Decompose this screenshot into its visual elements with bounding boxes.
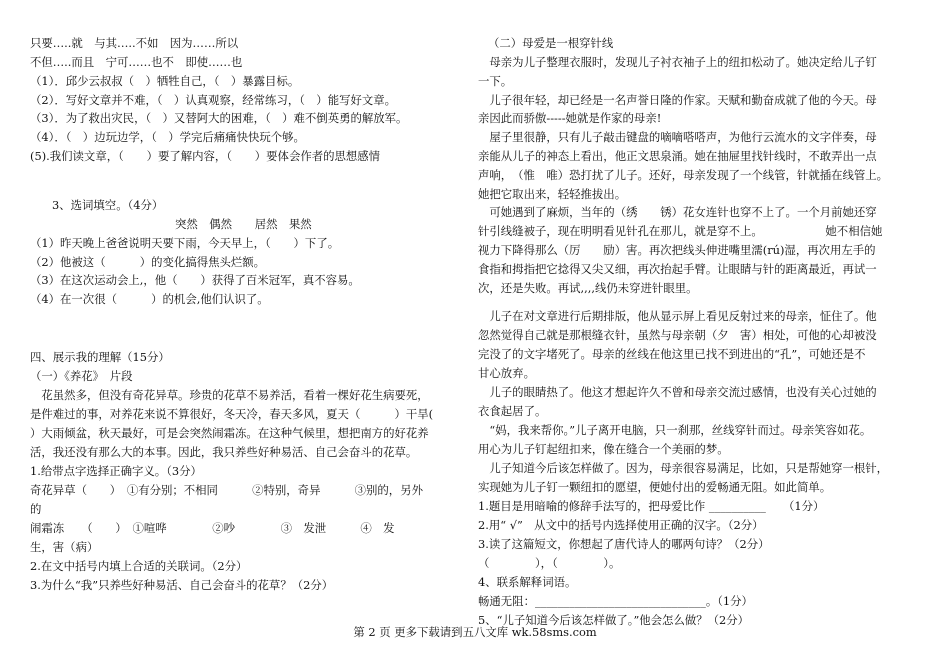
section4-title: 四、展示我的理解（15分） xyxy=(30,350,170,364)
conjunction-item-1: （1）．邱少云叔叔（ ）牺牲自己，（ ）暴露目标。 xyxy=(30,74,300,88)
question-line-5: 生，害（病） xyxy=(30,540,99,554)
section3-item-1: （1）昨天晚上爸爸说明天要下雨，今天早上，（ ）下了。 xyxy=(30,236,340,250)
right-question-5: 4、联系解释词语。 xyxy=(478,575,577,589)
section3-title: 3、选词填空。（4分） xyxy=(52,198,164,212)
conjunction-item-3: （3）．为了救出灾民，（ ）又替阿大的困难，（ ）难不倒英勇的解放军。 xyxy=(30,111,408,125)
story-line-19: 儿子的眼睛热了。他这才想起许久不曾和母亲交流过感情，也没有关心过她的 xyxy=(478,385,877,399)
page-footer: 第 2 页 更多下载请到五八文库 wk.58sms.com xyxy=(353,625,597,639)
story-line-4: 亲因此而骄傲-----她就是作家的母亲! xyxy=(478,111,662,125)
story-line-9: 可她遇到了麻烦，当年的（绣 锈）花女连针也穿不上了。一个月前她还穿 xyxy=(478,205,877,219)
story-line-8: 她把它取出来，轻轻推拔出。 xyxy=(478,187,627,201)
story-line-17: 完没了的文字堵死了。母亲的丝线在他这里已找不到进出的“孔”，可她还是不 xyxy=(478,347,866,361)
story-line-6: 亲能从儿子的神态上看出，他正文思泉涌。她在抽屉里找针线时，不敢弄出一点 xyxy=(478,149,877,163)
section3-options: 突然 偶然 居然 果然 xyxy=(175,217,312,231)
word-pairs-line-2: 不但…..而且 宁可……也不 即使……也 xyxy=(30,55,243,69)
section3-item-2: （2）他被这（ ）的变化搞得焦头烂额。 xyxy=(30,255,266,269)
right-question-1: 1.题目是用暗喻的修辞手法写的，把母爱比作 __________ （1分） xyxy=(478,499,825,513)
right-question-6: 畅通无阻：______________________________。（1分） xyxy=(478,594,753,608)
passage-line-3: ）大雨倾盆，秋天最好，可是会突然闹霜冻。在这种气候里，想把南方的好花养 xyxy=(30,426,429,440)
story-line-16: 忽然觉得自己就是那根缝衣针，虽然与母亲朝（夕 害）相处，可他的心却被没 xyxy=(478,328,877,342)
conjunction-item-2: （2）．写好文章并不难，（ ）认真观察，经常练习，（ ）能写好文章。 xyxy=(30,93,397,107)
story-line-15: 儿子在对文章进行后期排版，他从显示屏上看见反射过来的母亲，怔住了。他 xyxy=(478,309,877,323)
story-line-12: 食指和拇指把它捻得又尖又细，再次抬起手臂。让眼睛与针的距离最近，再试一 xyxy=(478,262,877,276)
right-question-4: （ ），（ ）。 xyxy=(478,556,621,570)
question-line-6: 2.在文中括号内填上合适的关联词。（2分） xyxy=(30,559,248,573)
passage-line-4: 活，我还没有那么大的本事。因此，我只养些好种易活、自己会奋斗的花草。 xyxy=(30,445,418,459)
right-question-3: 3.读了这篇短文，你想起了唐代诗人的哪两句诗？（2分） xyxy=(478,537,770,551)
story-line-3: 儿子很年轻，却已经是一名声誉日隆的作家。天赋和勤奋成就了他的今天。母 xyxy=(478,93,877,107)
story-line-1: 母亲为儿子整理衣服时，发现儿子衬衣袖子上的纽扣松动了。她决定给儿子钉 xyxy=(478,55,877,69)
conjunction-item-5: (5).我们读文章，（ ）要了解内容，（ ）要体会作者的思想感情 xyxy=(30,149,381,163)
section3-item-4: （4）在一次很（ ）的机会,他们认识了。 xyxy=(30,292,269,306)
story-line-5: 屋子里很静，只有儿子敲击键盘的嘀嘀嗒嗒声，为他行云流水的文字伴奏，母 xyxy=(478,130,877,144)
story-title: （二）母爱是一根穿针线 xyxy=(488,36,614,50)
story-line-11: 视力下降得那么（厉 励）害。再次把线头伸进嘴里濡(rú)湿，再次用左手的 xyxy=(478,243,876,257)
question-line-1: 1.给带点字选择正确字义。（3分） xyxy=(30,464,202,478)
right-question-2: 2.用“ √” 从文中的括号内选择使用正确的汉字。（2分） xyxy=(478,518,764,532)
story-line-22: 用心为儿子钉起纽扣来，像在缝合一个美丽的梦。 xyxy=(478,442,729,456)
right-question-7: 5、“儿子知道今后该怎样做了。”他会怎么做？（2分） xyxy=(478,613,750,627)
story-line-20: 衣食起居了。 xyxy=(478,404,547,418)
story-line-2: 一下。 xyxy=(478,74,513,88)
story-line-23: 儿子知道今后该怎样做了。因为，母亲很容易满足，比如，只是帮她穿一根针， xyxy=(478,461,889,475)
story-line-24: 实现她为儿子钉一颗纽扣的愿望，便她付出的爱畅通无阻。如此简单。 xyxy=(478,480,832,494)
question-line-7: 3.为什么“我”只养些好种易活、自己会奋斗的花草？（2分） xyxy=(30,578,334,592)
question-line-2: 奇花异草（ ） ①有分别；不相同 ②特别，奇异 ③别的，另外 xyxy=(30,483,423,497)
section3-item-3: （3）在这次运动会上,，他（ ）获得了百米冠军，真不容易。 xyxy=(30,273,360,287)
question-line-3: 的 xyxy=(30,502,42,516)
conjunction-item-4: （4）．（ ）边玩边学，（ ）学完后痛痛快快玩个够。 xyxy=(30,130,305,144)
word-pairs-line-1: 只要…..就 与其…..不如 因为……所以 xyxy=(30,36,239,50)
story-line-10: 针引线缝被子，现在明明看见针孔在那儿，就是穿不上。 她不相信她 xyxy=(478,224,883,238)
story-line-21: “妈，我来帮你。”儿子离开电脑，只一刹那，丝线穿针而过。母亲笑容如花。 xyxy=(478,423,872,437)
passage-line-2: 是件难过的事，对养花来说不算很好，冬天冷，春天多风，夏天（ ）干旱( xyxy=(30,407,434,421)
story-line-7: 声响， （惟 唯）恐打扰了儿子。还好，母亲发现了一个线管，针就插在线管上。 xyxy=(478,168,889,182)
question-line-4: 闹霜冻 （ ） ①喧哗 ②吵 ③ 发泄 ④ 发 xyxy=(30,521,395,535)
passage-line-1: 花虽然多，但没有奇花异草。珍贵的花草不易养活，看着一棵好花生病要死， xyxy=(30,388,429,402)
story-line-18: 甘心放弃。 xyxy=(478,366,535,380)
story-line-13: 次，还是失败。再试,,,,线仍未穿进针眼里。 xyxy=(478,281,698,295)
section4-subtitle: （一）《养花》 片段 xyxy=(30,369,133,383)
